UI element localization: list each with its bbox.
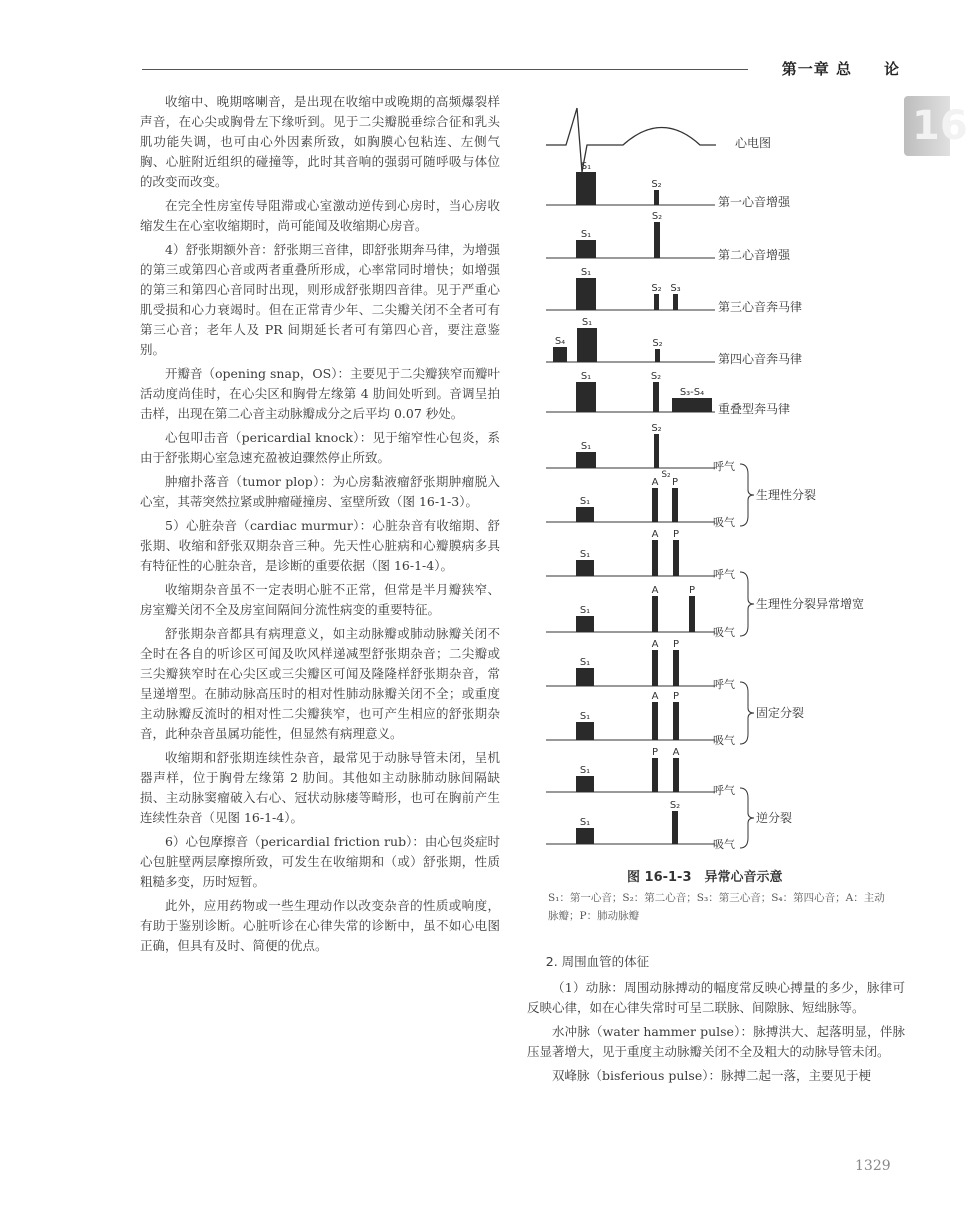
- sound-bar: [553, 347, 567, 362]
- paragraph: 水冲脉（water hammer pulse）：脉搏洪大、起落明显，伴脉压显著增大，见于重度主动脉瓣关闭不全及粗大的动脉导管未闭。: [527, 1024, 905, 1059]
- sound-bar-label: S₁: [579, 765, 591, 776]
- sound-bar: [576, 382, 596, 412]
- ecg-label: 心电图: [735, 136, 772, 150]
- paragraph: 收缩期和舒张期连续性杂音，最常见于动脉导管未闭，呈机器声样，位于胸骨左缘第 2 肋间。其他如主动脉肺动脉间隔缺损、主动脉窦瘤破入右心、冠状动脉瘘等畸形，也可在胸前产生连续性杂音（见图 16-1-4）。: [140, 750, 500, 825]
- sound-bar-label: S₂: [652, 338, 663, 349]
- sound-bar-label: S₂: [651, 423, 662, 434]
- sound-bar-label: S₂: [650, 371, 662, 382]
- sound-bar-label: S₂: [651, 283, 662, 294]
- paragraph: 收缩中、晚期喀喇音，是出现在收缩中或晚期的高频爆裂样声音，在心尖或胸骨左下缘听到。见于二尖瓣脱垂综合征和乳头肌功能失调，也可由心外因素所致，如胸膜心包粘连、左侧气胸、心脏附近组织的碰撞等，此时其音响的强弱可随呼吸与体位的改变而改变。: [140, 94, 500, 189]
- sound-bar: [672, 398, 712, 412]
- sound-bar-label: A: [651, 585, 659, 596]
- sound-bar: [673, 650, 679, 686]
- resp-label-inhale: 吸气: [713, 626, 735, 639]
- sound-bar-label: S₁: [579, 549, 591, 560]
- sound-bar-label: S₁: [580, 229, 592, 240]
- sound-bar: [652, 650, 658, 686]
- row-label: 重叠型奔马律: [718, 402, 791, 416]
- figure-note: S₁：第一心音；S₂：第二心音；S₃：第三心音；S₄：第四心音；A：主动脉瓣；P：肺动脉瓣: [548, 892, 885, 922]
- sound-bar-label: A: [651, 529, 659, 540]
- sound-bar: [673, 758, 679, 792]
- sound-bar: [576, 828, 594, 844]
- sound-bar: [654, 434, 659, 468]
- row-label: 第一心音增强: [718, 195, 791, 209]
- sound-bar: [652, 488, 658, 522]
- sound-bar: [673, 294, 678, 310]
- sound-bar-label: A: [651, 691, 659, 702]
- sound-bar: [672, 811, 678, 844]
- resp-label-inhale: 吸气: [713, 734, 735, 747]
- group-label: 生理性分裂异常增宽: [756, 597, 865, 611]
- paragraph: 6）心包摩擦音（pericardial friction rub）：由心包炎症时心包脏壁两层摩擦所致，可发生在收缩期和（或）舒张期，性质粗糙多变，历时短暂。: [140, 834, 500, 889]
- sound-bar: [655, 349, 660, 362]
- row-label: 第二心音增强: [718, 248, 791, 262]
- group-brace: [740, 572, 754, 636]
- row-label: 第三心音奔马律: [718, 300, 803, 314]
- sound-bar-label: S₁: [580, 267, 592, 278]
- sound-bar-label: P: [672, 529, 680, 540]
- paragraph: 收缩期杂音虽不一定表明心脏不正常，但常是半月瓣狭窄、房室瓣关闭不全及房室间隔间分流性病变的重要特征。: [140, 582, 500, 617]
- group-brace: [740, 682, 754, 744]
- sound-bar: [689, 596, 695, 632]
- sound-bar-label: A: [672, 747, 680, 758]
- row-label: 第四心音奔马律: [718, 352, 803, 366]
- sound-bar-label: A: [651, 477, 659, 488]
- sound-bar-label: S₂: [661, 470, 671, 480]
- paragraph: 在完全性房室传导阻滞或心室激动逆传到心房时，当心房收缩发生在心室收缩期时，尚可能闻及收缩期心房音。: [140, 198, 500, 233]
- sound-bar: [576, 172, 596, 205]
- sound-bar: [576, 668, 594, 686]
- sound-bar-label: S₄: [554, 336, 566, 347]
- resp-label-exhale: 呼气: [713, 460, 735, 473]
- resp-label-inhale: 吸气: [713, 838, 735, 851]
- sound-bar: [576, 278, 596, 310]
- sound-bar: [652, 758, 658, 792]
- sound-bar: [673, 540, 679, 576]
- sound-bar-label: P: [671, 477, 679, 488]
- group-label: 生理性分裂: [756, 488, 817, 502]
- sound-bar-label: S₁: [580, 441, 592, 452]
- chapter-title: 第一章 总 论: [781, 60, 900, 78]
- figure-caption: 图 16-1-3 异常心音示意: [627, 870, 783, 885]
- sound-bar-label: S₁: [580, 161, 592, 172]
- resp-label-exhale: 呼气: [713, 784, 735, 797]
- sound-bar: [654, 294, 659, 310]
- group-label: 固定分裂: [756, 706, 805, 720]
- sound-bar-label: S₁: [579, 496, 591, 507]
- sound-bar-label: S₂: [651, 179, 662, 190]
- sound-bar: [672, 488, 678, 522]
- paragraph: （1）动脉：周围动脉搏动的幅度常反映心搏量的多少，脉律可反映心律，如在心律失常时可呈二联脉、间隙脉、短绌脉等。: [527, 980, 905, 1015]
- sound-bar-label: P: [672, 691, 680, 702]
- sound-bar: [653, 382, 659, 412]
- sound-bar-label: S₂: [651, 211, 663, 222]
- sound-bar-label: P: [672, 639, 680, 650]
- sound-bar: [652, 596, 658, 632]
- sound-bar-label: S₃: [670, 283, 681, 294]
- sound-bar-label: P: [651, 747, 659, 758]
- sound-bar-label: S₁: [579, 657, 591, 668]
- group-label: 逆分裂: [756, 811, 793, 825]
- sound-bar-label: S₁: [581, 317, 593, 328]
- paragraph: 双峰脉（bisferious pulse）：脉搏二起一落，主要见于梗: [552, 1068, 871, 1083]
- chapter-tab: 16: [904, 96, 950, 156]
- sound-bar: [576, 560, 594, 576]
- resp-label-exhale: 呼气: [713, 568, 735, 581]
- sound-bar: [654, 190, 659, 205]
- paragraph: 此外，应用药物或一些生理动作以改变杂音的性质或响度，有助于鉴别诊断。心脏听诊在心律失常的诊断中，虽不如心电图正确，但具有及时、简便的优点。: [140, 898, 500, 953]
- sound-bar-label: S₁: [579, 605, 591, 616]
- sound-bar-label: S₃-S₄: [679, 387, 705, 398]
- sound-bar-label: S₁: [579, 817, 591, 828]
- paragraph: 心包叩击音（pericardial knock）：见于缩窄性心包炎，系由于舒张期心室急速充盈被迫骤然停止所致。: [140, 430, 500, 465]
- paragraph: 4）舒张期额外音：舒张期三音律，即舒张期奔马律，为增强的第三或第四心音或两者重叠所形成，心率常同时增快；如增强的第三和第四心音同时出现，则形成舒张期四音律。见于严重心肌受损和心力衰竭时。但在正常青少年、二尖瓣关闭不全者可有第三心音；老年人及 PR 间期延长者可有第四心音，要注意鉴别。: [140, 242, 500, 357]
- paragraph: 5）心脏杂音（cardiac murmur）：心脏杂音有收缩期、舒张期、收缩和舒张双期杂音三种。先天性心脏病和心瓣膜病多具有特征性的心脏杂音，是诊断的重要依据（图 16-1-4）。: [140, 518, 500, 573]
- ecg-trace: [546, 108, 716, 172]
- sound-bar: [577, 328, 597, 362]
- resp-label-exhale: 呼气: [713, 678, 735, 691]
- right-column: [527, 952, 905, 1090]
- section-title: 2. 周围血管的体征: [545, 954, 650, 969]
- resp-label-inhale: 吸气: [713, 516, 735, 529]
- sound-bar-label: S₂: [669, 800, 681, 811]
- sound-bar: [652, 702, 658, 740]
- paragraph: 舒张期杂音都具有病理意义，如主动脉瓣或肺动脉瓣关闭不全时在各自的听诊区可闻及吹风样递减型舒张期杂音；二尖瓣或三尖瓣狭窄时在心尖区或三尖瓣区可闻及隆隆样舒张期杂音，常呈递增型。在肺动脉高压时的相对性肺动脉瓣关闭不全；或重度主动脉瓣反流时的相对性二尖瓣狭窄，也可产生相应的舒张期杂音，此种杂音虽属功能性，但显然有病理意义。: [140, 626, 500, 741]
- sound-bar-label: S₁: [579, 711, 591, 722]
- paragraph: 肿瘤扑落音（tumor plop）：为心房黏液瘤舒张期肿瘤脱入心室，其蒂突然拉紧或肿瘤碰撞房、室壁所致（图 16-1-3）。: [140, 474, 500, 509]
- sound-bar: [652, 540, 658, 576]
- sound-bar: [576, 616, 594, 632]
- sound-bar-label: A: [651, 639, 659, 650]
- group-brace: [740, 788, 754, 848]
- sound-bar-label: P: [688, 585, 696, 596]
- sound-bar-label: S₁: [580, 371, 592, 382]
- sound-bar: [673, 702, 679, 740]
- page-number: 1329: [855, 1158, 891, 1174]
- sound-bar: [654, 222, 660, 258]
- sound-bar: [576, 776, 594, 792]
- sound-bar: [576, 507, 594, 522]
- sound-bar: [576, 722, 594, 740]
- paragraph: 开瓣音（opening snap，OS）：主要见于二尖瓣狭窄而瓣叶活动度尚佳时，在心尖区和胸骨左缘第 4 肋间处听到。音调呈拍击样，出现在第二心音主动脉瓣成分之后平均 0.07 秒处。: [140, 366, 500, 421]
- sound-bar: [576, 240, 596, 258]
- sound-bar: [576, 452, 596, 468]
- group-brace: [740, 464, 754, 526]
